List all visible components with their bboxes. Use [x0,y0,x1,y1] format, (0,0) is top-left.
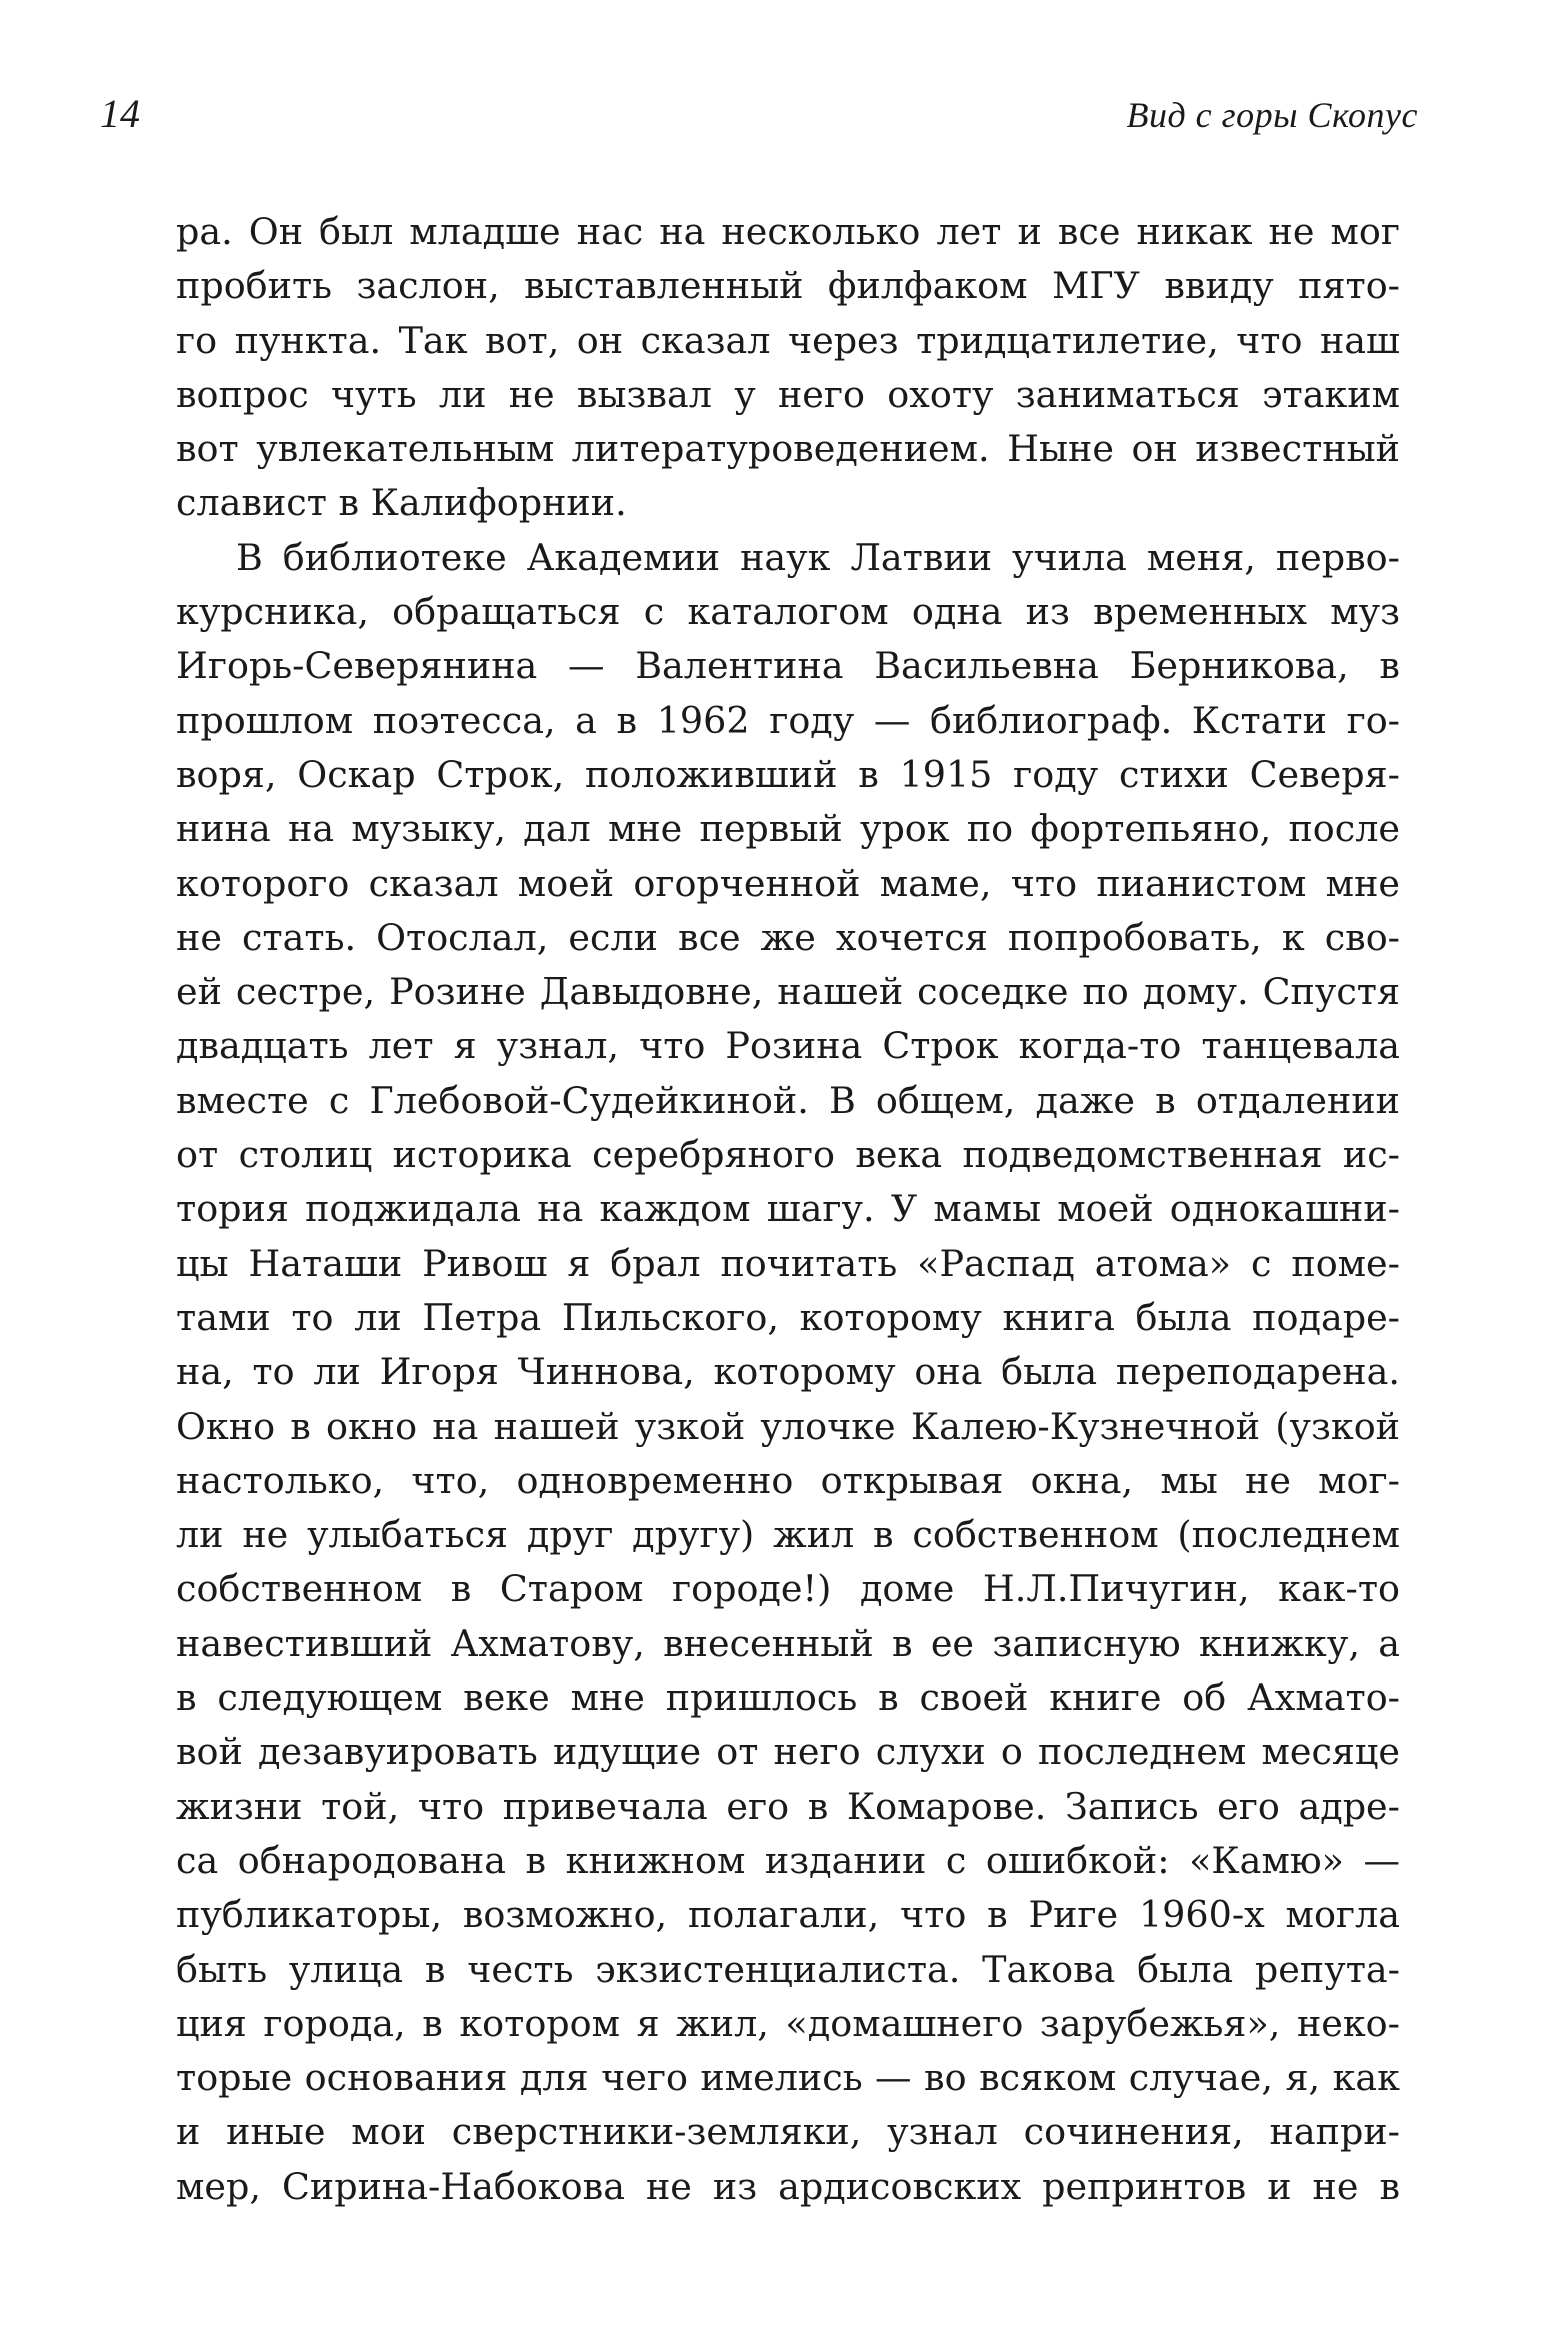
text-line: пробить заслон, выставленный филфаком МГУ ввиду пято- [176,264,1400,308]
text-line: са обнародована в книжном издании с ошибкой: «Камю» — [176,1838,1400,1882]
running-head: Вид с горы Скопус [1126,95,1418,135]
text-line: курсника, обращаться с каталогом одна из временных муз [176,590,1400,634]
text-line: торые основания для чего имелись — во всяком случае, я, как [176,2056,1400,2100]
text-line: ра. Он был младше нас на несколько лет и все никак не мог [176,210,1400,253]
text-line: которого сказал моей огорченной маме, что пианистом мне [176,861,1400,905]
text-line: двадцать лет я узнал, что Розина Строк когда-то танцевала [176,1024,1400,1068]
text-line: собственном в Старом городе!) доме Н.Л.Пичугин, как-то [176,1567,1400,1611]
text-line: ция города, в котором я жил, «домашнего зарубежья», неко- [176,2001,1400,2045]
page-number: 14 [100,91,140,136]
text-line: нина на музыку, дал мне первый урок по фортепьяно, после [176,807,1400,851]
text-line: и иные мои сверстники-земляки, узнал сочинения, напри- [176,2110,1400,2154]
text-line: воря, Оскар Строк, положивший в 1915 году стихи Северя- [176,752,1400,796]
text-line: ей сестре, Розине Давыдовне, нашей соседке по дому. Спустя [176,970,1400,1014]
text-line: тами то ли Петра Пильского, которому книга была подаре- [176,1295,1400,1339]
text-line: публикаторы, возможно, полагали, что в Риге 1960-х могла [176,1893,1400,1937]
text-line: прошлом поэтесса, а в 1962 году — библиограф. Кстати го- [176,698,1400,742]
text-body [176,205,1400,2214]
text-line: ли не улыбаться друг другу) жил в собственном (последнем [176,1513,1400,1557]
text-line: настолько, что, одновременно открывая окна, мы не мог- [176,1458,1400,1502]
text-line: славист в Калифорнии. [176,481,627,525]
text-line: цы Наташи Ривош я брал почитать «Распад атома» с поме- [176,1241,1400,1285]
text-line: Окно в окно на нашей узкой улочке Калею-Кузнечной (узкой [176,1404,1400,1448]
text-line: навестивший Ахматову, внесенный в ее записную книжку, а [176,1621,1400,1665]
text-line: го пункта. Так вот, он сказал через тридцатилетие, что наш [176,318,1400,362]
text-line: тория поджидала на каждом шагу. У мамы моей однокашни- [176,1187,1400,1231]
text-line: вместе с Глебовой-Судейкиной. В общем, даже в отдалении [176,1078,1400,1122]
text-line: не стать. Отослал, если все же хочется попробовать, к сво- [176,915,1400,959]
text-line: вот увлекательным литературоведением. Ныне он известный [176,427,1400,471]
text-line: жизни той, что привечала его в Комарове. Запись его адре- [176,1784,1400,1828]
text-line: Игорь-Северянина — Валентина Васильевна Берникова, в [176,644,1400,688]
text-line: вопрос чуть ли не вызвал у него охоту заниматься этаким [176,372,1400,416]
text-line: мер, Сирина-Набокова не из ардисовских репринтов и не в [176,2164,1400,2208]
text-line: от столиц историка серебряного века подведомственная ис- [176,1133,1400,1177]
page-header [100,90,1418,150]
text-line: быть улица в честь экзистенциалиста. Такова была репута- [176,1947,1400,1991]
text-line: вой дезавуировать идущие от него слухи о последнем месяце [176,1730,1400,1774]
text-line: В библиотеке Академии наук Латвии учила меня, перво- [236,535,1400,579]
text-line: на, то ли Игоря Чиннова, которому она была переподарена. [176,1350,1400,1394]
text-line: в следующем веке мне пришлось в своей книге об Ахмато- [176,1676,1400,1720]
